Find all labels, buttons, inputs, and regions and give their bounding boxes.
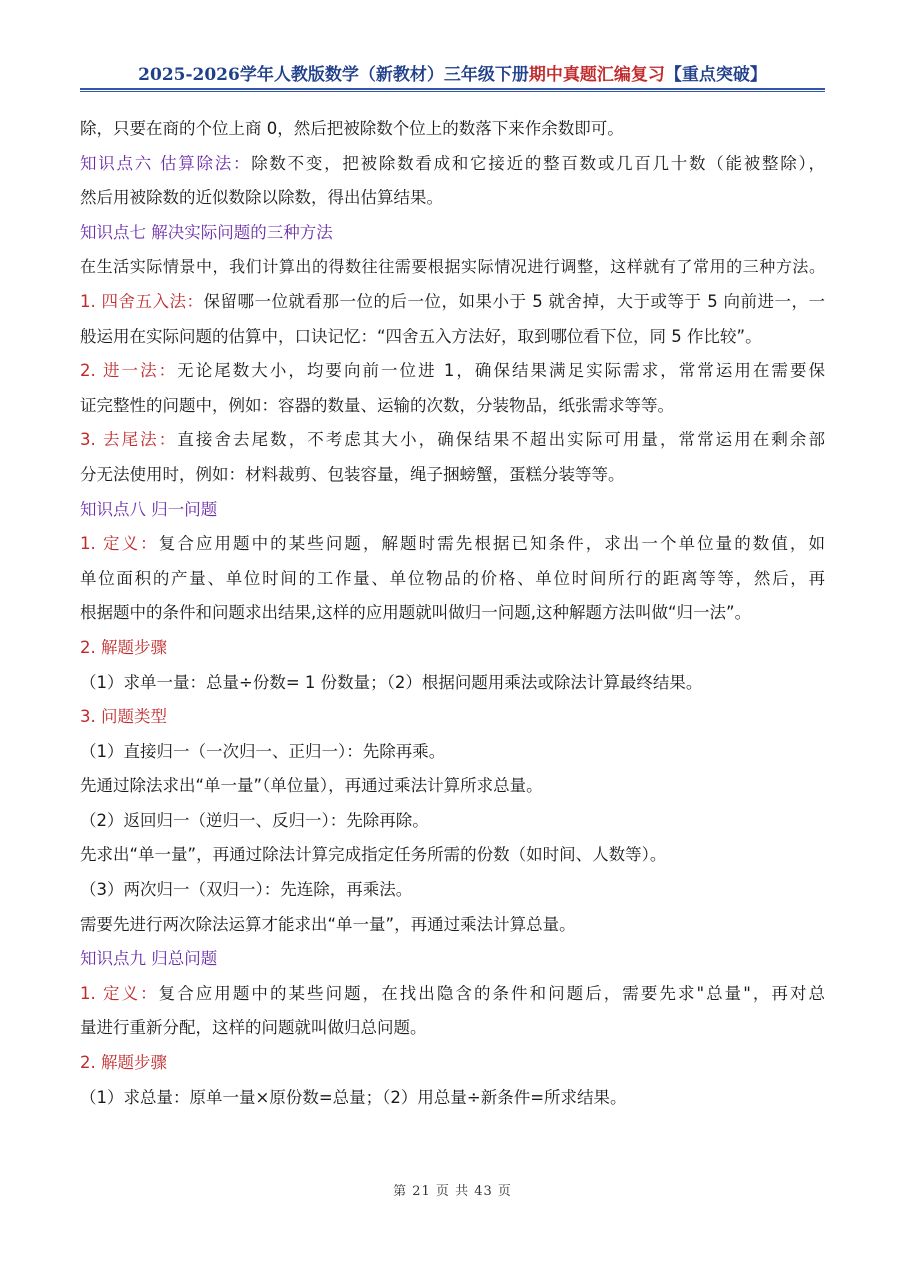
method-round-label: 1. 四舍五入法： <box>80 291 204 311</box>
kp9-steps-text: （1）求总量：原单一量×原份数=总量；（2）用总量÷新条件=所求结果。 <box>80 1087 627 1107</box>
header-title-part3: 【重点突破】 <box>664 65 767 85</box>
kp8-types-label: 3. 问题类型 <box>80 707 167 727</box>
method-round <box>80 285 825 320</box>
header-divider <box>80 88 825 92</box>
kp9-steps-label: 2. 解题步骤 <box>80 1053 167 1073</box>
kp6-title: 知识点六 估算除法： <box>80 153 252 173</box>
method-ceil-text: 无论尾数大小，均要向前一位进 1，确保结果满足实际需求，常常运用在需要保 <box>177 361 825 381</box>
kp8-definition-text: 复合应用题中的某些问题，解题时需先根据已知条件，求出一个单位量的数值，如 <box>158 534 825 554</box>
paragraph-line: 分无法使用时，例如：材料裁剪、包装容量，绳子捆螃蟹，蛋糕分装等等。 <box>80 464 625 484</box>
document-body <box>80 112 825 1115</box>
method-floor-label: 3. 去尾法： <box>80 430 178 450</box>
kp8-title: 知识点八 归一问题 <box>80 499 218 519</box>
kp9-definition-label: 1. 定义： <box>80 983 159 1003</box>
method-floor <box>80 423 825 458</box>
method-ceil <box>80 354 825 389</box>
kp8-type-1-desc: 先通过除法求出“单一量”（单位量），再通过乘法计算所求总量。 <box>80 776 543 796</box>
paragraph-line: 般运用在实际问题的估算中，口诀记忆：“四舍五入方法好，取到哪位看下位，同 5 作比较”。 <box>80 326 762 346</box>
kp8-definition-label: 1. 定义： <box>80 534 159 554</box>
kp6-text: 除数不变，把被除数看成和它接近的整百数或几百几十数（能被整除）， <box>251 153 825 173</box>
header-title-part2: 期中真题汇编复习 <box>528 65 665 85</box>
method-round-text: 保留哪一位就看那一位的后一位，如果小于 5 就舍掉，大于或等于 5 向前进一，一 <box>203 291 825 311</box>
kp9-definition-text: 复合应用题中的某些问题，在找出隐含的条件和问题后，需要先求"总量"，再对总 <box>158 983 825 1003</box>
page-number: 第 21 页 共 43 页 <box>393 1184 512 1199</box>
kp8-type-2-desc: 先求出“单一量”，再通过除法计算完成指定任务所需的份数（如时间、人数等）。 <box>80 845 667 865</box>
kp8-steps-label: 2. 解题步骤 <box>80 637 167 657</box>
kp7-title: 知识点七 解决实际问题的三种方法 <box>80 222 333 242</box>
header-title-part1: 2025-2026学年人教版数学（新教材）三年级下册 <box>138 65 529 85</box>
method-floor-text: 直接舍去尾数，不考虑其大小，确保结果不超出实际可用量，常常运用在剩余部 <box>177 430 825 450</box>
kp9-title: 知识点九 归总问题 <box>80 949 218 969</box>
knowledge-point-6 <box>80 147 825 182</box>
paragraph-line: 证完整性的问题中，例如：容器的数量、运输的次数，分装物品，纸张需求等等。 <box>80 395 674 415</box>
method-ceil-label: 2. 进一法： <box>80 361 178 381</box>
page-header-title <box>80 60 825 90</box>
kp8-definition <box>80 527 825 562</box>
paragraph-line: 量进行重新分配，这样的问题就叫做归总问题。 <box>80 1018 427 1038</box>
kp7-intro: 在生活实际情景中，我们计算出的得数往往需要根据实际情况进行调整，这样就有了常用的三种方法。 <box>80 257 825 277</box>
paragraph-line: 然后用被除数的近似数除以除数，得出估算结果。 <box>80 188 443 208</box>
kp8-steps-text: （1）求单一量：总量÷份数= 1 份数量；（2）根据问题用乘法或除法计算最终结果。 <box>80 672 703 692</box>
paragraph-line: 除，只要在商的个位上商 0，然后把被除数个位上的数落下来作余数即可。 <box>80 119 624 138</box>
kp8-type-3: （3）两次归一（双归一）：先连除，再乘法。 <box>80 880 413 900</box>
paragraph-line: 单位面积的产量、单位时间的工作量、单位物品的价格、单位时间所行的距离等等，然后，再 <box>80 568 825 588</box>
kp8-type-2: （2）返回归一（逆归一、反归一）：先除再除。 <box>80 810 429 830</box>
kp8-type-1: （1）直接归一（一次归一、正归一）：先除再乘。 <box>80 741 446 761</box>
paragraph-line: 根据题中的条件和问题求出结果,这样的应用题就叫做归一问题,这种解题方法叫做“归一法”。 <box>80 603 752 623</box>
kp9-definition <box>80 977 825 1012</box>
kp8-type-3-desc: 需要先进行两次除法运算才能求出“单一量”，再通过乘法计算总量。 <box>80 914 576 934</box>
